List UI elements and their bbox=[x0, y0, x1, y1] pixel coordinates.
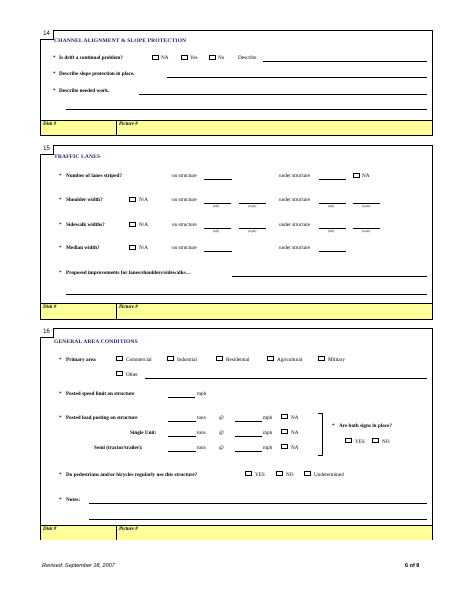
lanes-na-checkbox[interactable] bbox=[353, 173, 360, 178]
median-na-label: N/A bbox=[139, 245, 148, 251]
left-caption: (left) bbox=[328, 204, 335, 208]
single-na-checkbox[interactable] bbox=[281, 429, 288, 434]
pedestrians-question: Do pedestrians and/or bicycles regularly use this structure? bbox=[66, 472, 198, 478]
section-14 bbox=[40, 30, 433, 136]
signs-no-checkbox[interactable] bbox=[372, 438, 379, 443]
load-tons-field[interactable] bbox=[168, 421, 196, 422]
section-title: GENERAL AREA CONDITIONS bbox=[54, 339, 138, 345]
speed-limit-label: Posted speed limit on structure bbox=[66, 391, 135, 397]
sidewalk-question: Sidewalk widths? bbox=[66, 222, 105, 228]
bullet: * bbox=[59, 415, 62, 421]
drift-question: Is drift a continual problem? bbox=[59, 55, 123, 61]
mph-unit: mph bbox=[263, 430, 273, 436]
ped-yes-label: YES bbox=[255, 472, 265, 478]
disk-field[interactable]: Disk # bbox=[41, 121, 117, 135]
median-na-checkbox[interactable] bbox=[129, 245, 136, 250]
section-number: 15 bbox=[40, 145, 54, 155]
right-caption: (right) bbox=[362, 204, 371, 208]
ped-yes-checkbox[interactable] bbox=[245, 471, 252, 476]
notes-field-line2[interactable] bbox=[89, 519, 427, 520]
slope-protection-field[interactable] bbox=[167, 77, 427, 78]
commercial-label: Commercial bbox=[126, 357, 152, 363]
drift-yes-checkbox[interactable] bbox=[181, 55, 188, 60]
needed-work-field-line2[interactable] bbox=[66, 109, 427, 110]
under-structure-label: under structure bbox=[279, 197, 311, 203]
drift-no-checkbox[interactable] bbox=[209, 55, 216, 60]
commercial-checkbox[interactable] bbox=[116, 356, 123, 361]
on-structure-label: on structure bbox=[172, 197, 197, 203]
semi-na-label: NA bbox=[291, 445, 299, 451]
bullet: * bbox=[59, 472, 62, 478]
industrial-checkbox[interactable] bbox=[167, 356, 174, 361]
military-label: Military bbox=[328, 357, 346, 363]
signs-question: Are both signs in place? bbox=[339, 423, 392, 429]
disk-field[interactable]: Disk # bbox=[41, 526, 117, 540]
under-structure-label: under structure bbox=[279, 173, 311, 179]
right-caption: (right) bbox=[248, 229, 257, 233]
section-title: CHANNEL ALIGNMENT & SLOPE PROTECTION bbox=[54, 38, 187, 44]
speed-mph-unit: mph bbox=[197, 391, 207, 397]
bullet: * bbox=[59, 497, 62, 503]
right-caption: (right) bbox=[248, 204, 257, 208]
signs-no-label: NO bbox=[382, 439, 390, 445]
signs-yes-checkbox[interactable] bbox=[345, 438, 352, 443]
needed-work-question: Describe needed work. bbox=[59, 88, 110, 94]
section-footer bbox=[41, 525, 432, 540]
semi-mph-field[interactable] bbox=[235, 451, 262, 452]
single-na-label: NA bbox=[291, 430, 299, 436]
describe-label: Describe bbox=[238, 55, 257, 61]
bullet: * bbox=[59, 270, 62, 276]
lanes-question: Number of lanes striped? bbox=[66, 173, 122, 179]
at-symbol: @ bbox=[219, 430, 224, 436]
lanes-na-label: NA bbox=[362, 173, 370, 179]
bracket bbox=[318, 413, 323, 456]
ped-undetermined-label: Undetermined bbox=[314, 472, 344, 478]
improvements-field[interactable] bbox=[232, 276, 427, 277]
section-number: 16 bbox=[40, 328, 54, 338]
bullet: * bbox=[59, 245, 62, 251]
at-symbol: @ bbox=[219, 445, 224, 451]
tons-unit: tons bbox=[197, 415, 206, 421]
section-16 bbox=[40, 328, 433, 540]
revised-date: Revised: September 18, 2007 bbox=[42, 563, 115, 569]
bullet: * bbox=[59, 197, 62, 203]
sidewalk-na-checkbox[interactable] bbox=[129, 222, 136, 227]
on-structure-label: on structure bbox=[172, 222, 197, 228]
mph-unit: mph bbox=[263, 445, 273, 451]
section-title: TRAFFIC LANES bbox=[54, 154, 101, 160]
under-structure-label: under structure bbox=[279, 222, 311, 228]
single-tons-field[interactable] bbox=[168, 436, 196, 437]
left-caption: (left) bbox=[213, 204, 220, 208]
ped-no-label: NO bbox=[286, 472, 294, 478]
notes-field[interactable] bbox=[89, 503, 427, 504]
ped-no-checkbox[interactable] bbox=[276, 471, 283, 476]
bullet: * bbox=[59, 357, 62, 363]
picture-field[interactable]: Picture # bbox=[119, 527, 138, 532]
on-structure-label: on structure bbox=[172, 173, 197, 179]
improvements-field-line2[interactable] bbox=[66, 294, 427, 295]
needed-work-field[interactable] bbox=[139, 94, 427, 95]
section-footer bbox=[41, 303, 432, 319]
semi-label: Semi (tractor/trailer): bbox=[94, 445, 143, 451]
single-mph-field[interactable] bbox=[235, 436, 262, 437]
bullet: * bbox=[59, 222, 62, 228]
drift-na-checkbox[interactable] bbox=[152, 55, 159, 60]
bullet: * bbox=[53, 71, 56, 77]
page-number: 6 of 8 bbox=[405, 563, 420, 569]
sidewalk-na-label: N/A bbox=[139, 222, 148, 228]
median-under-field[interactable] bbox=[319, 251, 346, 252]
load-na-checkbox[interactable] bbox=[281, 414, 288, 419]
other-field[interactable] bbox=[145, 378, 427, 379]
under-structure-label: under structure bbox=[279, 245, 311, 251]
speed-limit-field[interactable] bbox=[168, 397, 195, 398]
load-mph-field[interactable] bbox=[235, 421, 262, 422]
other-checkbox[interactable] bbox=[116, 371, 123, 376]
right-caption: (right) bbox=[362, 229, 371, 233]
bullet: * bbox=[59, 391, 62, 397]
agricultural-label: Agricultural bbox=[277, 357, 303, 363]
drift-no-label: No bbox=[218, 55, 225, 61]
bullet: * bbox=[53, 55, 56, 61]
single-unit-label: Single Unit: bbox=[130, 430, 157, 436]
median-on-field[interactable] bbox=[204, 251, 232, 252]
left-caption: (left) bbox=[328, 229, 335, 233]
bullet: * bbox=[332, 423, 335, 429]
load-posting-label: Posted load posting on structure bbox=[66, 415, 138, 421]
ped-undetermined-checkbox[interactable] bbox=[304, 471, 311, 476]
load-na-label: NA bbox=[291, 415, 299, 421]
disk-field[interactable]: Disk # bbox=[41, 304, 117, 319]
lanes-under-field[interactable] bbox=[319, 179, 346, 180]
picture-field[interactable]: Picture # bbox=[119, 122, 138, 127]
median-question: Median width? bbox=[66, 245, 100, 251]
other-label: Other bbox=[126, 372, 138, 378]
describe-field[interactable] bbox=[263, 61, 427, 62]
notes-label: Notes: bbox=[66, 497, 81, 503]
drift-yes-label: Yes bbox=[190, 55, 198, 61]
left-caption: (left) bbox=[213, 229, 220, 233]
shoulder-na-label: N/A bbox=[139, 197, 148, 203]
drift-na-label: NA bbox=[161, 55, 169, 61]
on-structure-label: on structure bbox=[172, 245, 197, 251]
agricultural-checkbox[interactable] bbox=[267, 356, 274, 361]
slope-protection-question: Describe slope protection in place. bbox=[59, 71, 135, 77]
section-footer bbox=[41, 120, 432, 135]
tons-unit: tons bbox=[197, 430, 206, 436]
mph-unit: mph bbox=[263, 415, 273, 421]
residential-label: Residential bbox=[226, 357, 250, 363]
picture-field[interactable]: Picture # bbox=[119, 305, 138, 310]
shoulder-question: Shoulder width? bbox=[66, 197, 103, 203]
shoulder-na-checkbox[interactable] bbox=[129, 197, 136, 202]
semi-na-checkbox[interactable] bbox=[281, 444, 288, 449]
industrial-label: Industrial bbox=[177, 357, 197, 363]
tons-unit: tons bbox=[197, 445, 206, 451]
lanes-on-field[interactable] bbox=[204, 179, 232, 180]
at-symbol: @ bbox=[219, 415, 224, 421]
section-15 bbox=[40, 145, 433, 320]
residential-checkbox[interactable] bbox=[216, 356, 223, 361]
military-checkbox[interactable] bbox=[318, 356, 325, 361]
semi-tons-field[interactable] bbox=[168, 451, 196, 452]
bullet: * bbox=[59, 173, 62, 179]
improvements-question: Proposed improvements for lanes/shoulders/sidewalks… bbox=[66, 270, 191, 276]
section-number: 14 bbox=[40, 30, 54, 40]
primary-area-label: Primary area bbox=[66, 357, 96, 363]
bullet: * bbox=[53, 88, 56, 94]
signs-yes-label: YES bbox=[355, 439, 365, 445]
